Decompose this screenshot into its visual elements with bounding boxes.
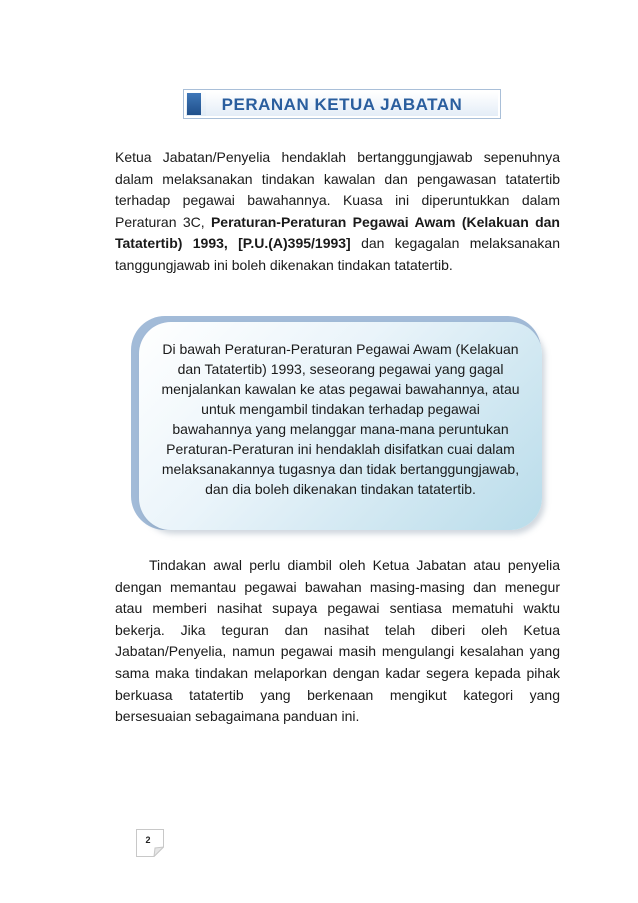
callout-box <box>139 322 542 530</box>
title-banner <box>183 89 501 119</box>
intro-text-a: Ketua Jabatan/Penyelia hendaklah bertanggungjawab sepenuhnya dalam melaksanakan tindakan kawalan dan pengawasan tatatertib terhadap pegawai bawahannya. Kuasa ini diperuntukkan dalam Peraturan 3C, <box>115 149 560 230</box>
action-paragraph: Tindakan awal perlu diambil oleh Ketua Jabatan atau penyelia dengan memantau pegawai bawahan masing-masing dan menegur atau memberi nasihat supaya pegawai sentiasa mematuhi waktu bekerja. Jika teguran dan nasihat telah diberi oleh Ketua Jabatan/Penyelia, namun pegawai masih mengulangi kesalahan yang sama maka tindakan melaporkan dengan kadar segera kepada pihak berkuasa tatatertib yang berkenaan mengikut kategori yang bersesuaian sebagaimana panduan ini. <box>115 557 560 725</box>
intro-paragraph <box>115 147 560 277</box>
page-number: 2 <box>145 835 151 845</box>
callout-text: Di bawah Peraturan-Peraturan Pegawai Awam (Kelakuan dan Tatatertib) 1993, seseorang pegawai yang gagal menjalankan kawalan ke atas pegawai bawahannya, atau untuk mengambil tindakan terhadap pegawai bawahannya yang melanggar mana-mana peruntukan Peraturan-Peraturan ini hendaklah disifatkan cuai dalam melaksanakannya tugasnya dan tidak bertanggungjawab, dan dia boleh dikenakan tindakan tatatertib. <box>161 341 520 497</box>
page-number-tab <box>136 829 164 857</box>
intro-text-b: dan kegagalan melaksanakan tanggungjawab ini boleh dikenakan tindakan tatatertib. <box>115 235 561 273</box>
page-title: PERANAN KETUA JABATAN <box>221 95 463 114</box>
regulation-reference: Peraturan-Peraturan Pegawai Awam (Kelakuan dan Tatatertib) 1993, [P.U.(A)395/1993] <box>115 213 560 252</box>
